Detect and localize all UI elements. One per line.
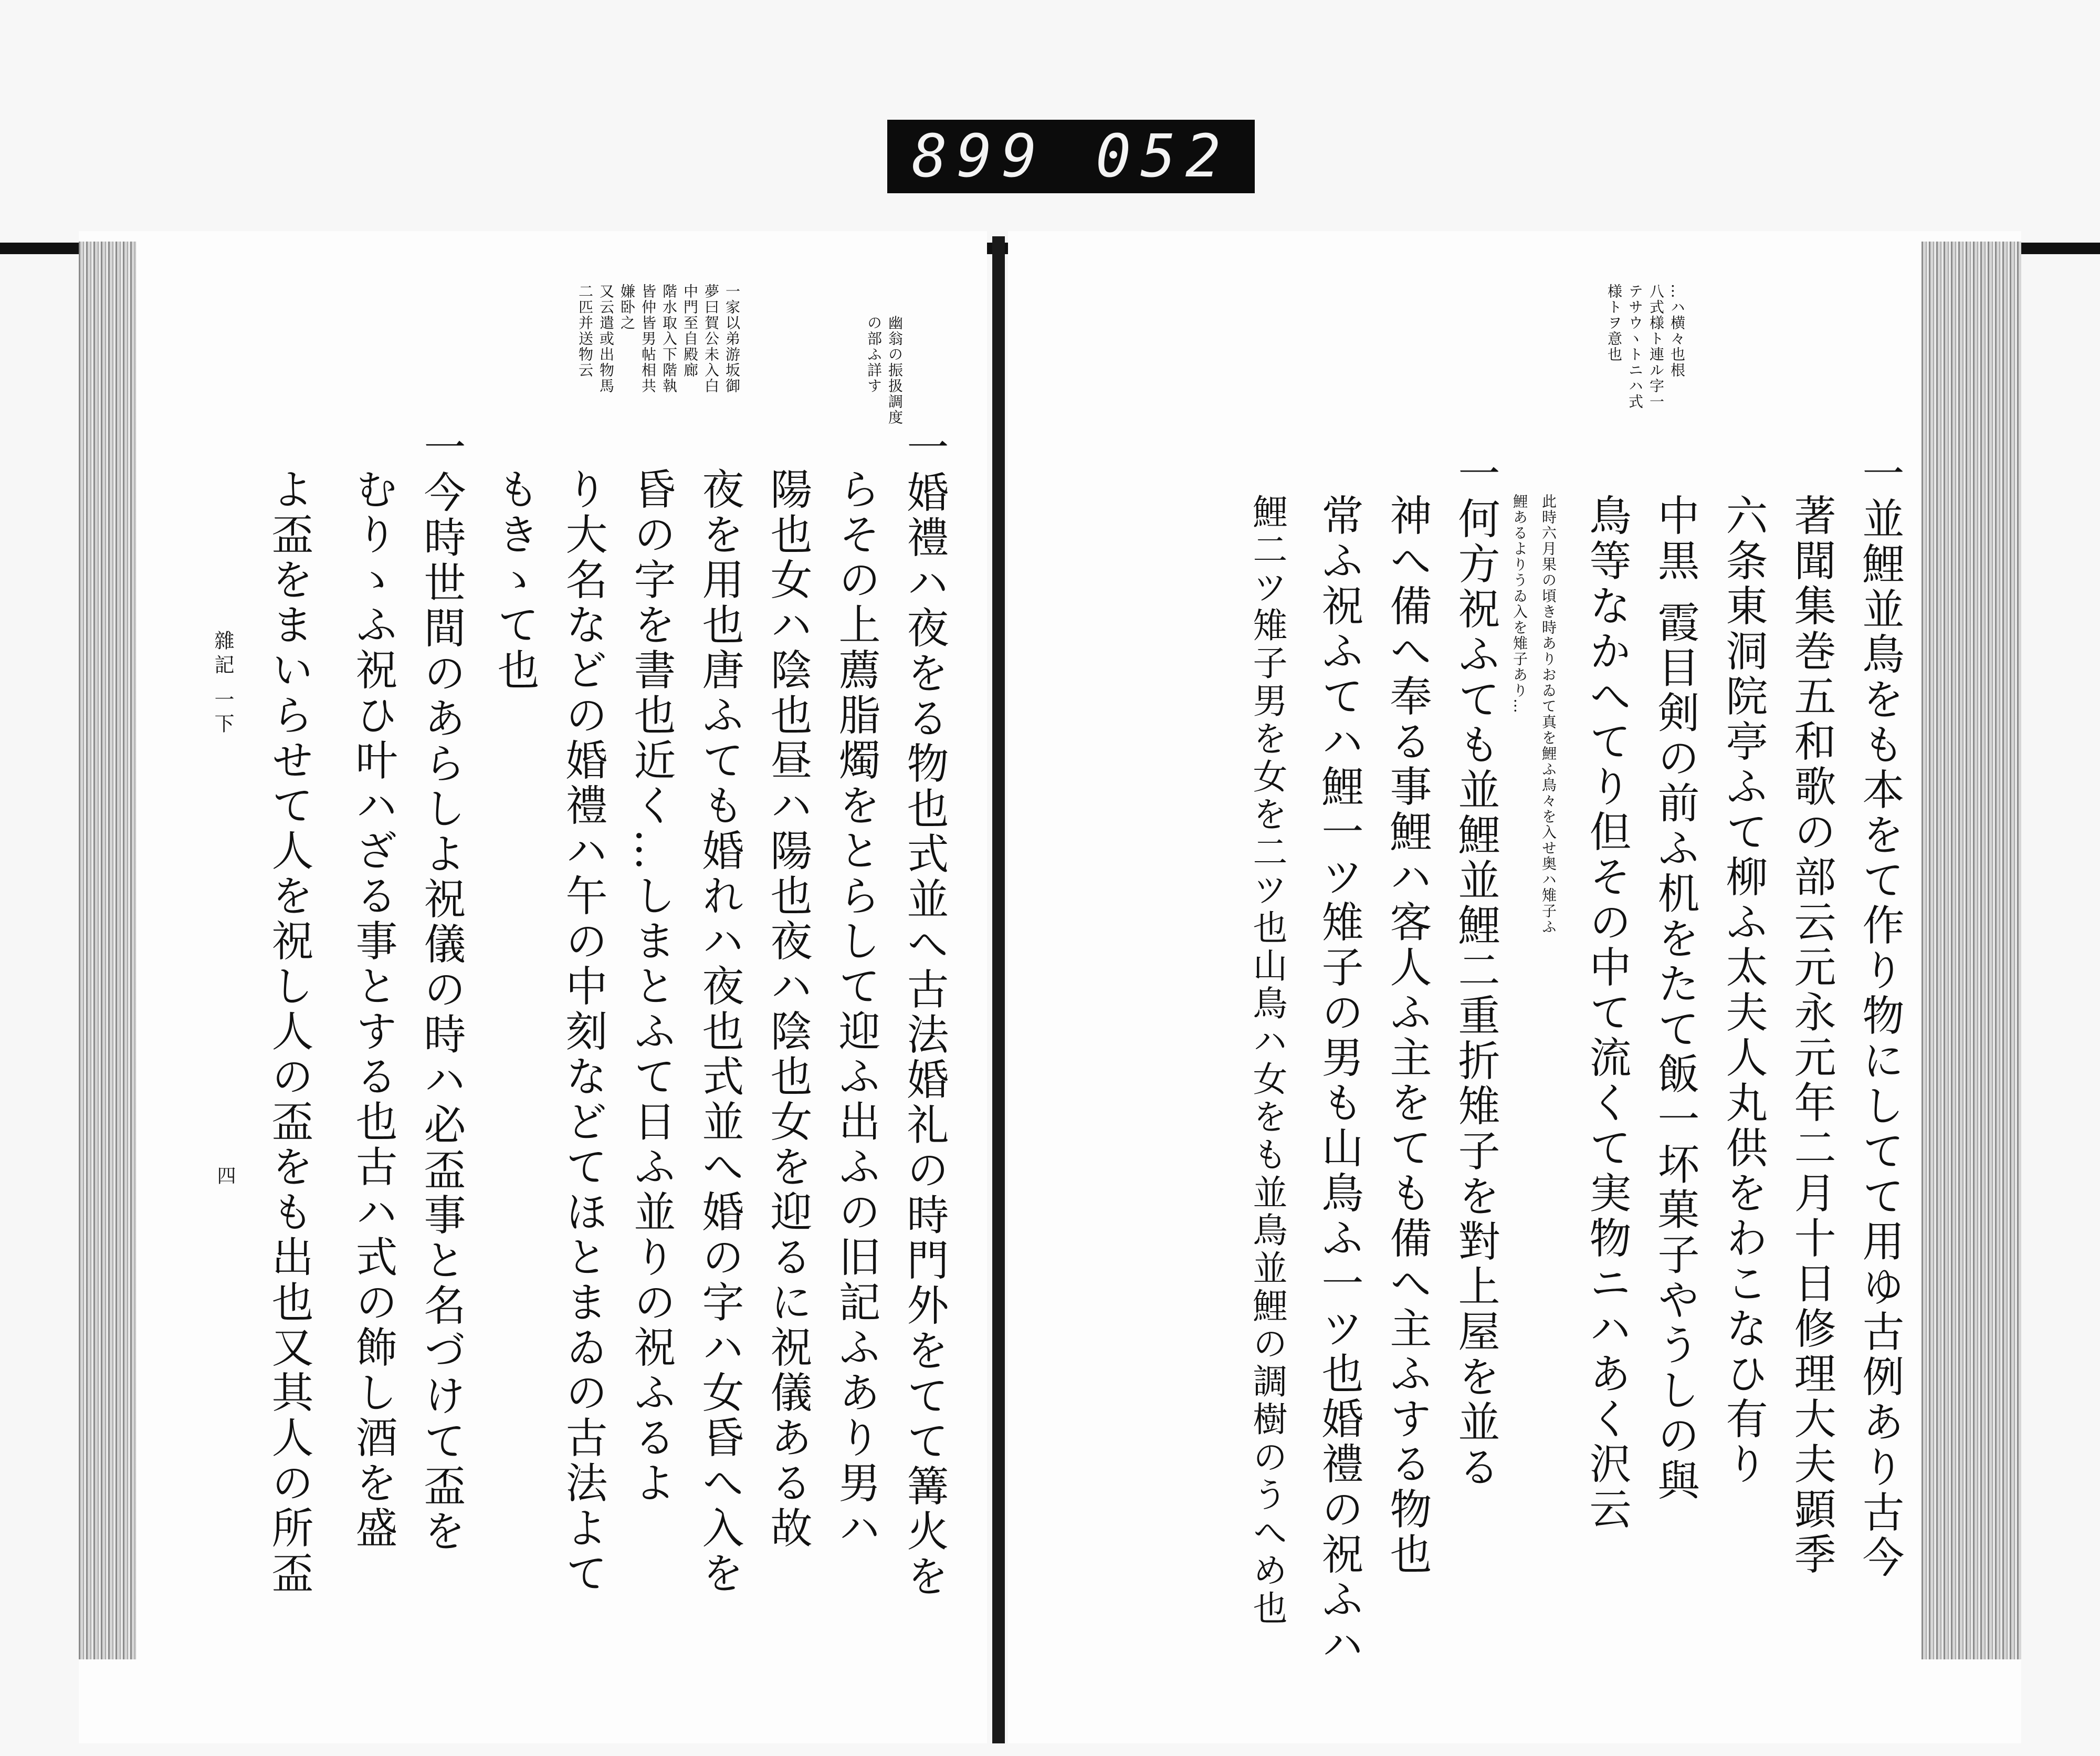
head-note-line: 幽翁の振扱調度 [886, 315, 904, 425]
head-note-line: の部ふ詳す [865, 315, 883, 394]
text-line: 神へ備へ奉る事鯉ハ客人ふ主をても備へ主ふする物也 [1383, 494, 1432, 1577]
reel-counter-right: 052 [1095, 122, 1231, 191]
running-head: 雜記 一下 [211, 630, 234, 738]
head-note-line: 一家以弟游坂御 [723, 284, 741, 394]
text-line: 陽也女ハ陰也昼ハ陽也夜ハ陰也女を迎るに祝儀ある故 [763, 467, 812, 1551]
text-line: むりゝふ祝ひ叶ハざる事とする也古ハ式の飾し酒を盛 [349, 467, 397, 1551]
text-line: 鳥等なかへてり但その中て流くて実物ニハあく沢云 [1582, 494, 1631, 1532]
right-page [1008, 231, 2021, 1743]
text-line: 昏の字を書也近く…しまとふて日ふ並りの祝ふるよ [627, 467, 676, 1506]
book-gutter [992, 236, 1005, 1743]
text-line: 一何方祝ふても並鯉並鯉二重折雉子を對上屋を並る [1451, 452, 1500, 1490]
text-line: らその上薦脂燭をとらして迎ふ出ふの旧記ふあり男ハ [832, 467, 880, 1551]
head-note-line: 皆仲皆男帖相共 [639, 284, 657, 394]
text-line-small: 此時六月果の頃き時ありおゐて真を鯉ふ鳥々を入せ奥ハ雉子ふ [1540, 494, 1557, 935]
head-note-line: 夢曰賀公未入白 [702, 284, 720, 394]
left-fore-edge [79, 242, 136, 1659]
text-line: もきゝて也 [490, 467, 539, 693]
head-note-line: …ハ横々也根 [1668, 284, 1686, 378]
head-note-line: 中門至自殿廊 [681, 284, 699, 378]
head-note-line: 八式様ト連ル字一 [1647, 284, 1665, 410]
text-line: 六条東洞院亭ふて柳ふ太夫人丸供をわこなひ有り [1719, 494, 1768, 1487]
text-line: り大名などの婚禮ハ午の中刻などてほとまゐの古法よて [559, 467, 607, 1596]
head-note-line: 階水取入下階執 [660, 284, 678, 394]
reel-counter-left: 899 [911, 122, 1047, 191]
text-line: 一婚禮ハ夜をる物也式並へ古法婚礼の時門外をてて篝火を [900, 425, 949, 1600]
left-page [79, 231, 987, 1743]
text-line: 常ふ祝ふてハ鯉一ツ雉子の男も山鳥ふ一ツ也婚禮の祝ふハ [1315, 494, 1363, 1668]
head-note-line: 又云遣或出物馬 [597, 284, 615, 394]
head-note-line: 嫌卧之 [618, 284, 636, 331]
text-line: 著聞集巻五和歌の部云元永元年二月十日修理大夫顕季 [1787, 494, 1836, 1577]
text-line: 夜を用也唐ふても婚れハ夜也式並へ婚の字ハ女昏へ入を [695, 467, 744, 1596]
text-line-small: 鯉あるよりうゐ入を雉子あり… [1511, 494, 1528, 714]
right-fore-edge [1922, 242, 2021, 1659]
text-line: 鯉二ツ雉子男を女を二ツ也山鳥ハ女をも並鳥並鯉の調樹のうへめ也 [1247, 494, 1287, 1628]
head-note-line: 二匹并送物云 [576, 284, 594, 378]
head-note-line: 様トヲ意也 [1605, 284, 1623, 362]
head-note-line: テサウヽトニハ式 [1626, 284, 1644, 410]
text-line: 一並鯉並鳥をも本をて作り物にしてて用ゆ古例あり古今 [1855, 452, 1904, 1581]
text-line: 中黒 霞目剣の前ふ机をたて飯一坏菓子やうしの與 [1651, 494, 1699, 1504]
reel-counter [887, 120, 1255, 193]
page-number: 四 [214, 1166, 236, 1185]
open-book [79, 231, 2021, 1743]
text-line: よ盃をまいらせて人を祝し人の盃をも出也又其人の所盃 [265, 467, 313, 1596]
text-line: 一今時世間のあらしよ祝儀の時ハ必盃事と名づけて盃を [417, 425, 466, 1554]
